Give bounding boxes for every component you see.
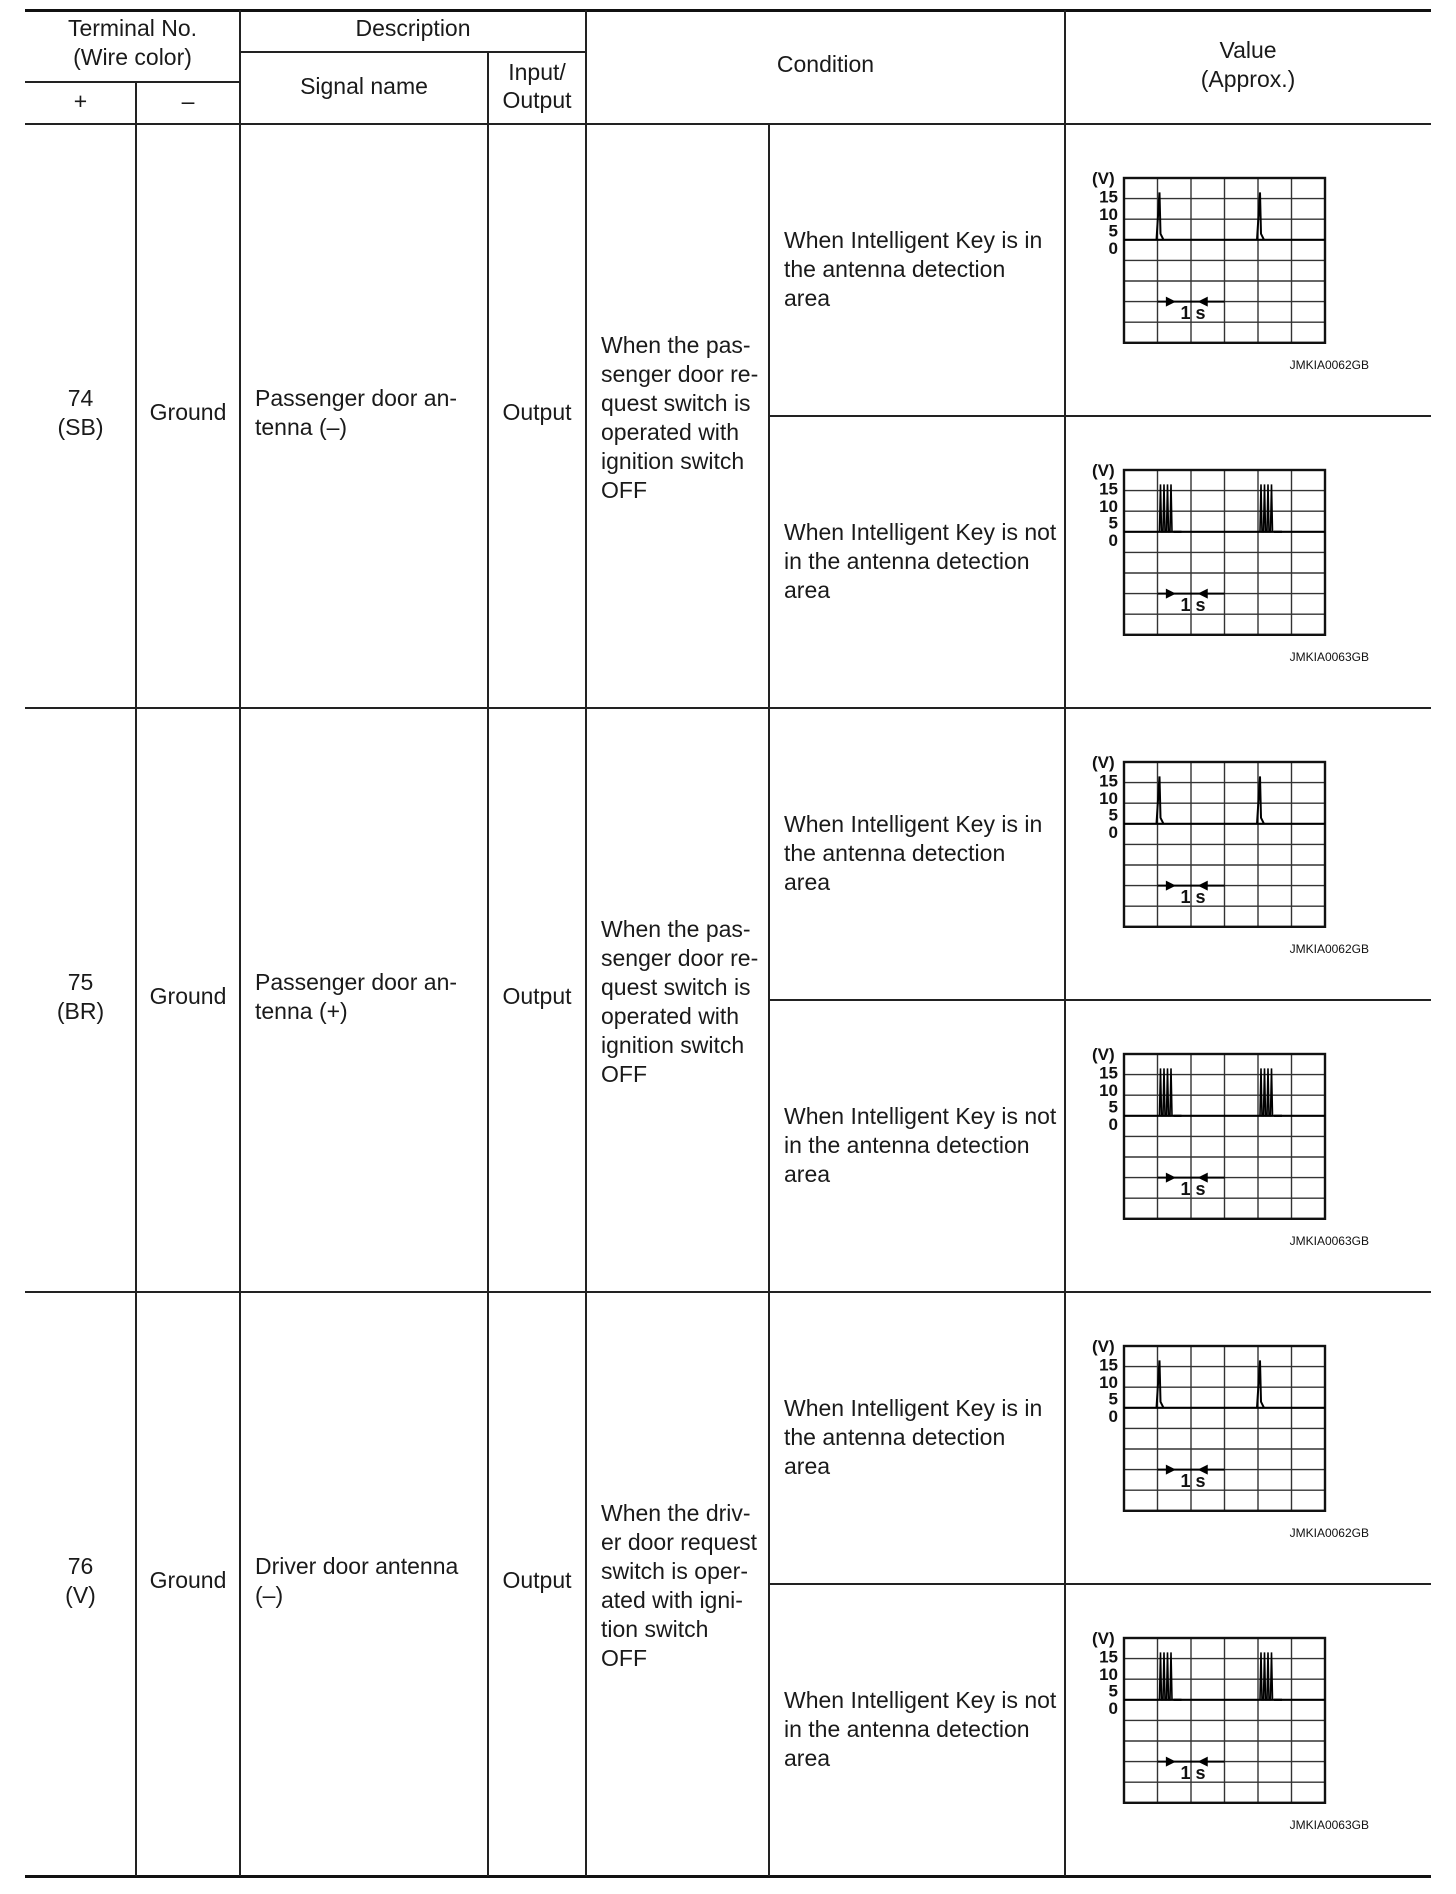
axis-tick-label: 5 [1108,1097,1118,1117]
table-rule [768,708,770,1292]
header-wire-color: (Wire color) [73,44,192,70]
axis-unit-label: (V) [1092,1337,1115,1356]
figure-id-label: JMKIA0062GB [1289,1525,1369,1540]
condition-text: ignition switch [601,1032,745,1058]
signal-name-cont: (–) [255,1582,284,1608]
subcondition-text: the antenna detection [784,256,1006,282]
axis-tick-label: 0 [1108,1115,1118,1135]
table-rule [135,1292,137,1876]
axis-unit-label: (V) [1092,1045,1115,1064]
figure-id-label: JMKIA0063GB [1289,1817,1369,1832]
waveform-figure [1067,1589,1369,1832]
time-division-label: 1 s [1180,1471,1206,1492]
time-division-label: 1 s [1180,595,1206,616]
table-rule [1064,10,1066,124]
subcondition-text: the antenna detection [784,1424,1006,1450]
subcondition-text: area [784,1745,831,1771]
table-rule [585,1292,587,1876]
axis-tick-label: 10 [1099,1665,1118,1685]
waveform-value [1067,1005,1369,1248]
time-marker-arrow [1166,1465,1176,1475]
axis-tick-label: 10 [1099,1373,1118,1393]
table-rule [135,124,137,708]
axis-unit-label: (V) [1092,461,1115,480]
signal-pulse [1260,484,1273,531]
axis-tick-label: 5 [1108,805,1118,825]
figure-id-label: JMKIA0063GB [1289,649,1369,664]
table-rule [239,708,241,1292]
waveform-value [1067,1297,1369,1540]
waveform-value [1067,713,1369,956]
waveform-value [1067,1589,1369,1832]
condition-text: er door request [601,1529,757,1555]
table-rule [487,708,489,1292]
condition-text: operated with [601,1003,740,1029]
time-marker-arrow [1166,297,1176,307]
axis-tick-label: 10 [1099,497,1118,517]
subcondition-text: area [784,285,831,311]
header-value-approx: (Approx.) [1200,66,1296,92]
signal-name: Passenger door an- [255,385,458,411]
table-bottom-rule [25,1875,1431,1878]
ground-terminal: Ground [149,1567,227,1593]
signal-name: Passenger door an- [255,969,458,995]
condition-text: When the pas- [601,916,751,942]
table-rule [487,1292,489,1876]
signal-name-cont: tenna (+) [255,998,348,1024]
subcondition-text: When Intelligent Key is in [784,811,1043,837]
table-rule [239,10,241,124]
figure-id-label: JMKIA0062GB [1289,941,1369,956]
condition-text: OFF [601,477,647,503]
header-bottom-rule [25,123,1431,125]
axis-tick-label: 10 [1099,205,1118,225]
row-divider [25,1291,1431,1293]
condition-text: tion switch [601,1616,709,1642]
axis-tick-label: 15 [1099,187,1118,207]
time-marker-arrow [1166,881,1176,891]
subcondition-text: area [784,1161,831,1187]
input-output: Output [502,983,572,1009]
header-minus: – [181,88,195,114]
wire-color: (SB) [57,414,104,440]
table-rule [239,124,241,708]
row-divider [25,707,1431,709]
waveform-figure [1067,421,1369,664]
signal-name: Driver door antenna [255,1553,459,1579]
condition-text: ignition switch [601,448,745,474]
header-description: Description [355,15,471,41]
ground-terminal: Ground [149,983,227,1009]
condition-text: quest switch is [601,974,751,1000]
axis-tick-label: 0 [1108,823,1118,843]
subcondition-text: When Intelligent Key is in [784,1395,1043,1421]
waveform-value [1067,129,1369,372]
axis-tick-label: 0 [1108,1699,1118,1719]
terminal-number: 75 [67,969,94,995]
axis-tick-label: 0 [1108,531,1118,551]
table-rule [487,52,489,124]
condition-text: When the driv- [601,1500,751,1526]
table-top-rule [25,9,1431,12]
table-rule [585,708,587,1292]
time-division-label: 1 s [1180,303,1206,324]
subcondition-text: When Intelligent Key is in [784,227,1043,253]
subcondition-divider [769,1583,1431,1585]
axis-tick-label: 0 [1108,1407,1118,1427]
subcondition-text: When Intelligent Key is not [784,1687,1057,1713]
subcondition-text: in the antenna detection [784,548,1030,574]
table-rule [135,82,137,124]
header-input-output: Input/ [508,59,566,85]
table-rule [768,124,770,708]
header-signal-name: Signal name [300,73,428,99]
subcondition-text: in the antenna detection [784,1716,1030,1742]
condition-text: senger door re- [601,361,759,387]
time-division-label: 1 s [1180,1763,1206,1784]
signal-pulse [1160,1068,1173,1115]
signal-pulse [1260,1068,1273,1115]
input-output: Output [502,399,572,425]
subcondition-divider [769,415,1431,417]
table-rule [585,124,587,708]
signal-pulse [1160,1652,1173,1699]
table-rule [25,81,240,83]
terminal-number: 76 [67,1553,94,1579]
condition-text: OFF [601,1645,647,1671]
condition-text: quest switch is [601,390,751,416]
figure-id-label: JMKIA0063GB [1289,1233,1369,1248]
waveform-figure [1067,1297,1369,1540]
input-output: Output [502,1567,572,1593]
axis-tick-label: 0 [1108,239,1118,259]
table-rule [1064,1292,1066,1876]
axis-unit-label: (V) [1092,169,1115,188]
table-rule [487,124,489,708]
axis-tick-label: 15 [1099,771,1118,791]
header-condition: Condition [776,51,875,77]
subcondition-text: in the antenna detection [784,1132,1030,1158]
axis-tick-label: 10 [1099,789,1118,809]
signal-name-cont: tenna (–) [255,414,348,440]
time-division-label: 1 s [1180,1179,1206,1200]
waveform-figure [1067,1005,1369,1248]
subcondition-text: area [784,1453,831,1479]
table-rule [1064,124,1066,708]
table-rule [135,708,137,1292]
axis-tick-label: 5 [1108,221,1118,241]
table-rule [768,1292,770,1876]
table-rule [1064,708,1066,1292]
axis-tick-label: 15 [1099,1355,1118,1375]
subcondition-text: When Intelligent Key is not [784,1103,1057,1129]
header-plus: + [73,88,88,114]
time-marker-arrow [1166,1173,1176,1183]
subcondition-divider [769,999,1431,1001]
condition-text: senger door re- [601,945,759,971]
subcondition-text: the antenna detection [784,840,1006,866]
wire-color: (BR) [56,998,105,1024]
axis-tick-label: 15 [1099,1063,1118,1083]
axis-tick-label: 15 [1099,479,1118,499]
axis-tick-label: 15 [1099,1647,1118,1667]
subcondition-text: area [784,869,831,895]
header-value: Value [1219,37,1277,63]
condition-text: switch is oper- [601,1558,748,1584]
axis-tick-label: 5 [1108,1681,1118,1701]
waveform-figure [1067,129,1369,372]
axis-tick-label: 10 [1099,1081,1118,1101]
condition-text: OFF [601,1061,647,1087]
time-division-label: 1 s [1180,887,1206,908]
subcondition-text: area [784,577,831,603]
wire-color: (V) [65,1582,96,1608]
condition-text: ated with igni- [601,1587,743,1613]
time-marker-arrow [1166,1757,1176,1767]
signal-pulse [1160,484,1173,531]
header-input-output-2: Output [502,87,572,113]
figure-id-label: JMKIA0062GB [1289,357,1369,372]
time-marker-arrow [1166,589,1176,599]
table-rule [240,51,586,53]
condition-text: When the pas- [601,332,751,358]
axis-unit-label: (V) [1092,753,1115,772]
table-rule [585,10,587,124]
terminal-number: 74 [67,385,94,411]
waveform-figure [1067,713,1369,956]
table-rule [239,1292,241,1876]
header-terminal-no: Terminal No. [67,15,198,41]
axis-tick-label: 5 [1108,513,1118,533]
waveform-value [1067,421,1369,664]
subcondition-text: When Intelligent Key is not [784,519,1057,545]
axis-tick-label: 5 [1108,1389,1118,1409]
signal-pulse [1260,1652,1273,1699]
condition-text: operated with [601,419,740,445]
ground-terminal: Ground [149,399,227,425]
axis-unit-label: (V) [1092,1629,1115,1648]
